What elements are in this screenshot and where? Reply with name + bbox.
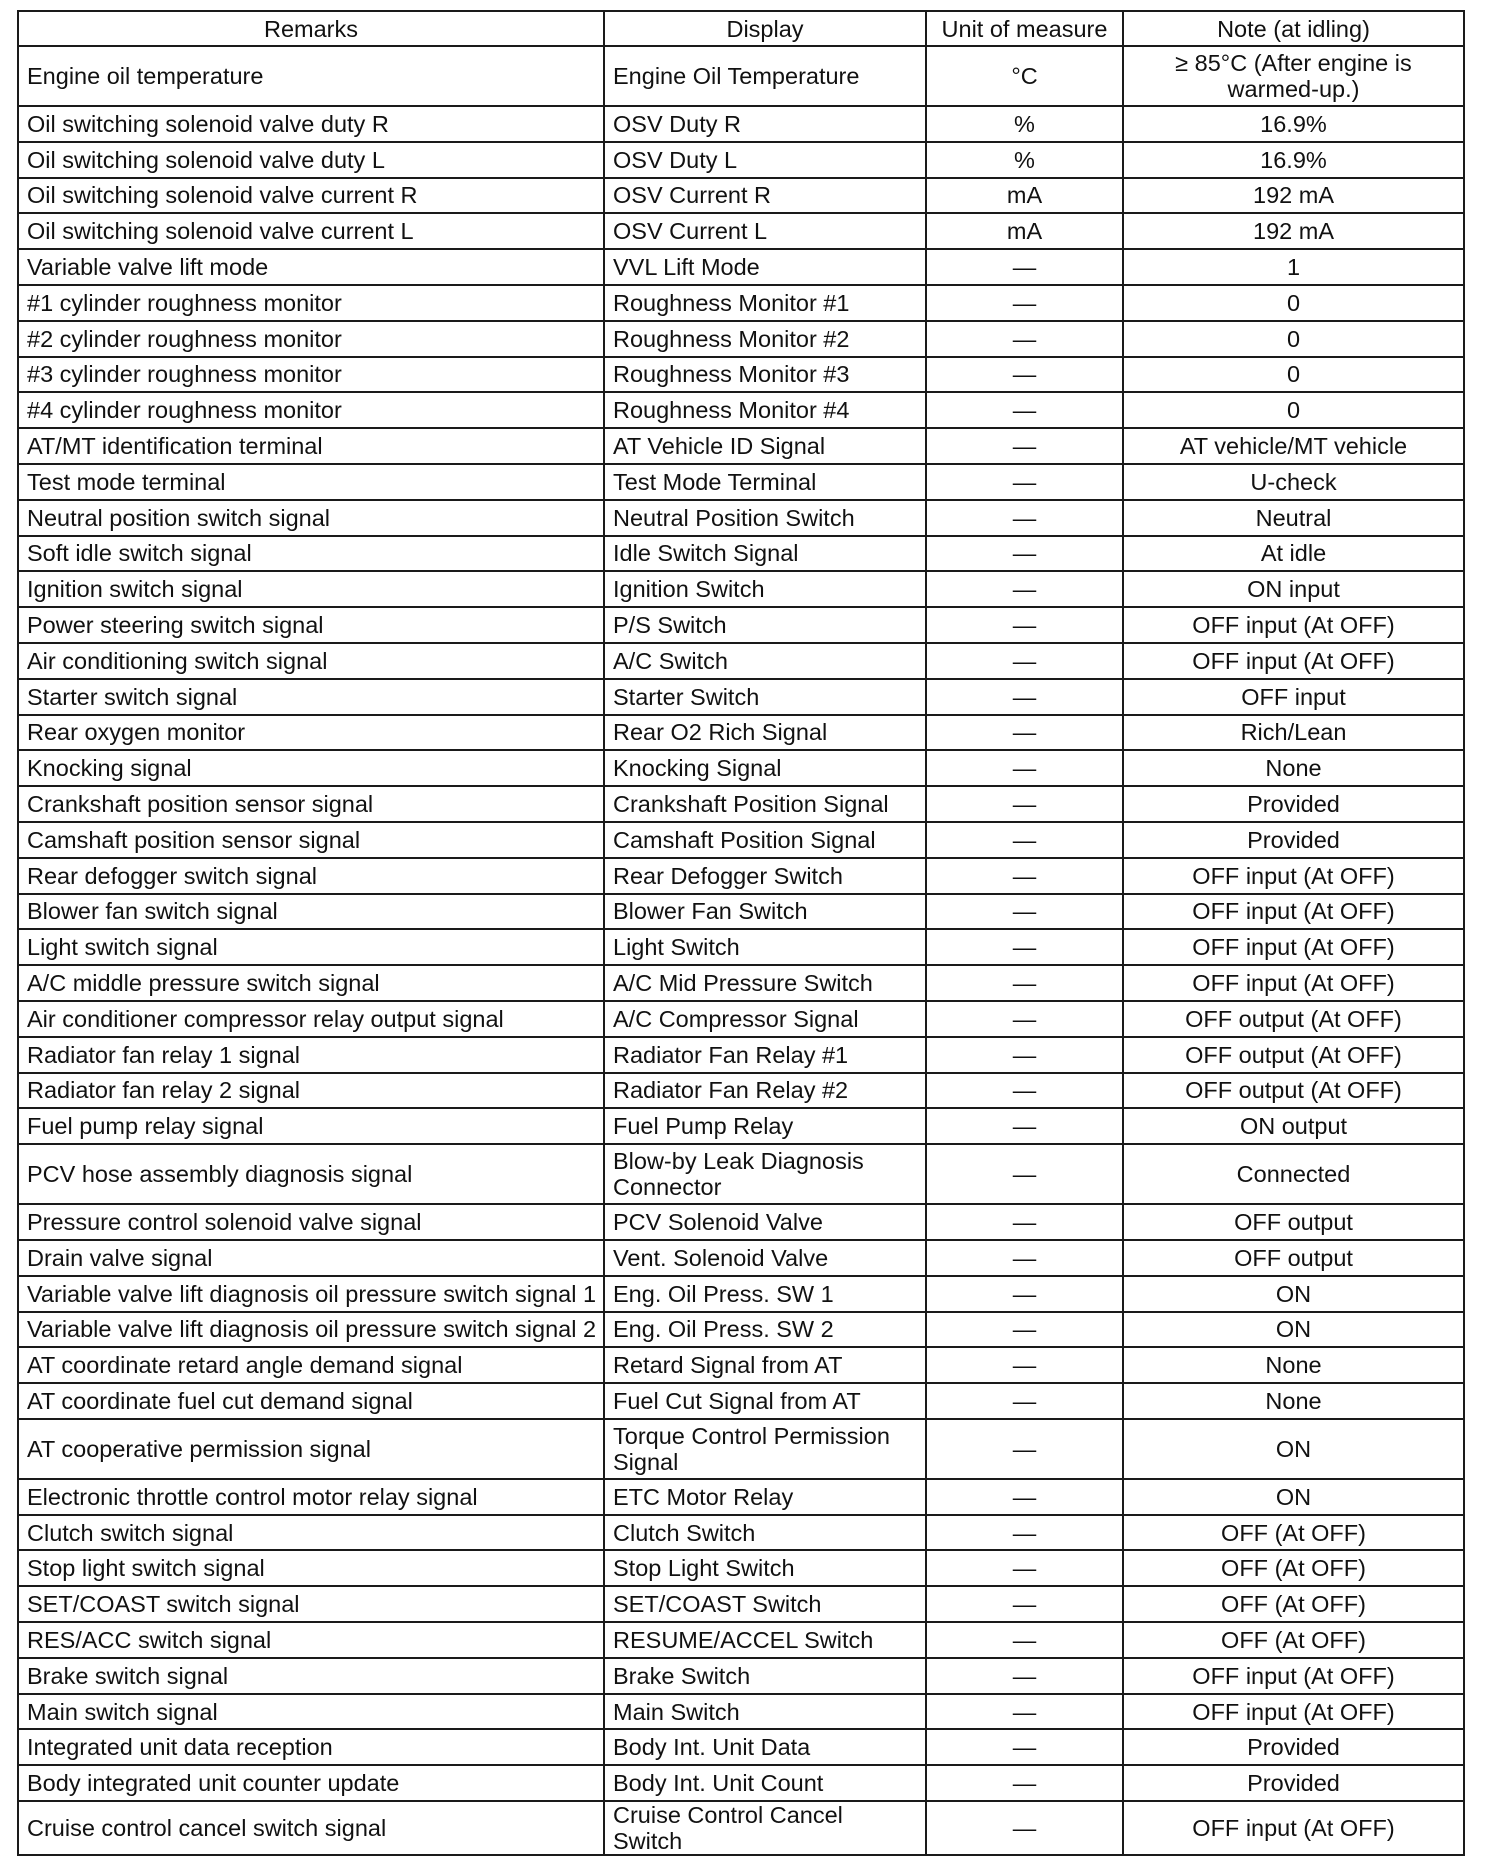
cell-unit: — (926, 1108, 1123, 1144)
table-row (18, 1729, 1464, 1765)
cell-remarks: Oil switching solenoid valve current R (18, 178, 604, 214)
cell-display: Idle Switch Signal (604, 536, 926, 572)
cell-remarks: Variable valve lift diagnosis oil pressure switch signal 1 (18, 1276, 604, 1312)
cell-unit: — (926, 1276, 1123, 1312)
cell-unit: — (926, 285, 1123, 321)
table-row (18, 1801, 1464, 1855)
cell-unit: — (926, 1073, 1123, 1109)
cell-remarks: Variable valve lift mode (18, 249, 604, 285)
cell-unit: — (926, 1694, 1123, 1730)
table-row (18, 106, 1464, 142)
cell-unit: — (926, 607, 1123, 643)
cell-remarks: PCV hose assembly diagnosis signal (18, 1144, 604, 1204)
table-row (18, 1586, 1464, 1622)
cell-note: OFF output (At OFF) (1123, 1073, 1464, 1109)
cell-display: Blower Fan Switch (604, 894, 926, 930)
cell-remarks: Test mode terminal (18, 464, 604, 500)
cell-note: None (1123, 750, 1464, 786)
cell-unit: — (926, 643, 1123, 679)
table-body (18, 46, 1464, 1855)
cell-display: Eng. Oil Press. SW 1 (604, 1276, 926, 1312)
cell-display: Roughness Monitor #3 (604, 357, 926, 393)
data-table-sheet (17, 10, 1463, 1855)
cell-note: OFF input (At OFF) (1123, 965, 1464, 1001)
cell-note: 0 (1123, 392, 1464, 428)
table-row (18, 1479, 1464, 1515)
cell-display: ETC Motor Relay (604, 1479, 926, 1515)
cell-remarks: Variable valve lift diagnosis oil pressure switch signal 2 (18, 1312, 604, 1348)
cell-display: Roughness Monitor #2 (604, 321, 926, 357)
cell-remarks: Drain valve signal (18, 1240, 604, 1276)
cell-unit: — (926, 1765, 1123, 1801)
cell-remarks: Air conditioning switch signal (18, 643, 604, 679)
cell-remarks: #4 cylinder roughness monitor (18, 392, 604, 428)
cell-remarks: AT coordinate retard angle demand signal (18, 1347, 604, 1383)
table-row (18, 500, 1464, 536)
table-row (18, 1419, 1464, 1479)
cell-unit: — (926, 1550, 1123, 1586)
cell-display: Starter Switch (604, 679, 926, 715)
cell-remarks: Soft idle switch signal (18, 536, 604, 572)
cell-display: A/C Switch (604, 643, 926, 679)
table-row (18, 894, 1464, 930)
cell-note: 0 (1123, 321, 1464, 357)
table-row (18, 750, 1464, 786)
table-row (18, 1073, 1464, 1109)
cell-display: Camshaft Position Signal (604, 822, 926, 858)
cell-note: OFF input (At OFF) (1123, 858, 1464, 894)
table-row (18, 178, 1464, 214)
cell-remarks: Camshaft position sensor signal (18, 822, 604, 858)
table-row (18, 715, 1464, 751)
table-row (18, 822, 1464, 858)
cell-unit: % (926, 106, 1123, 142)
cell-remarks: Body integrated unit counter update (18, 1765, 604, 1801)
cell-display: Stop Light Switch (604, 1550, 926, 1586)
cell-unit: — (926, 1001, 1123, 1037)
table-row (18, 1347, 1464, 1383)
cell-display: Fuel Cut Signal from AT (604, 1383, 926, 1419)
table-row (18, 929, 1464, 965)
cell-remarks: AT cooperative permission signal (18, 1419, 604, 1479)
header-unit-of-measure: Unit of measure (926, 11, 1123, 46)
cell-remarks: #1 cylinder roughness monitor (18, 285, 604, 321)
cell-display: Knocking Signal (604, 750, 926, 786)
cell-display: SET/COAST Switch (604, 1586, 926, 1622)
table-row (18, 858, 1464, 894)
cell-note: OFF (At OFF) (1123, 1550, 1464, 1586)
cell-remarks: Stop light switch signal (18, 1550, 604, 1586)
cell-unit: — (926, 357, 1123, 393)
cell-note: Provided (1123, 1765, 1464, 1801)
table-row (18, 321, 1464, 357)
cell-unit: — (926, 786, 1123, 822)
table-row (18, 1144, 1464, 1204)
cell-remarks: SET/COAST switch signal (18, 1586, 604, 1622)
cell-remarks: Neutral position switch signal (18, 500, 604, 536)
cell-unit: — (926, 1312, 1123, 1348)
cell-display: OSV Current R (604, 178, 926, 214)
cell-note: OFF (At OFF) (1123, 1515, 1464, 1551)
cell-remarks: RES/ACC switch signal (18, 1622, 604, 1658)
cell-note: OFF input (1123, 679, 1464, 715)
cell-note: Neutral (1123, 500, 1464, 536)
cell-remarks: #3 cylinder roughness monitor (18, 357, 604, 393)
cell-remarks: Clutch switch signal (18, 1515, 604, 1551)
cell-unit: % (926, 142, 1123, 178)
cell-display: Body Int. Unit Data (604, 1729, 926, 1765)
cell-note: ON (1123, 1419, 1464, 1479)
cell-remarks: Oil switching solenoid valve current L (18, 213, 604, 249)
cell-note: 1 (1123, 249, 1464, 285)
cell-note: U-check (1123, 464, 1464, 500)
table-row (18, 142, 1464, 178)
cell-note: ON (1123, 1276, 1464, 1312)
cell-remarks: Oil switching solenoid valve duty R (18, 106, 604, 142)
cell-display: OSV Current L (604, 213, 926, 249)
cell-unit: — (926, 1383, 1123, 1419)
cell-display: Body Int. Unit Count (604, 1765, 926, 1801)
table-row (18, 1037, 1464, 1073)
table-row (18, 428, 1464, 464)
cell-remarks: Radiator fan relay 1 signal (18, 1037, 604, 1073)
cell-display: AT Vehicle ID Signal (604, 428, 926, 464)
cell-display: Radiator Fan Relay #2 (604, 1073, 926, 1109)
cell-unit: — (926, 679, 1123, 715)
cell-note: ON (1123, 1479, 1464, 1515)
cell-display: Roughness Monitor #4 (604, 392, 926, 428)
cell-unit: — (926, 1586, 1123, 1622)
cell-display: RESUME/ACCEL Switch (604, 1622, 926, 1658)
cell-note: None (1123, 1347, 1464, 1383)
cell-display: Blow-by Leak Diagnosis Connector (604, 1144, 926, 1204)
cell-unit: — (926, 1622, 1123, 1658)
cell-note: OFF (At OFF) (1123, 1586, 1464, 1622)
table-row (18, 357, 1464, 393)
cell-unit: — (926, 321, 1123, 357)
cell-unit: — (926, 1658, 1123, 1694)
cell-remarks: Main switch signal (18, 1694, 604, 1730)
cell-note: OFF input (At OFF) (1123, 607, 1464, 643)
cell-unit: mA (926, 213, 1123, 249)
cell-unit: — (926, 464, 1123, 500)
cell-unit: — (926, 1037, 1123, 1073)
cell-note: At idle (1123, 536, 1464, 572)
cell-note: Provided (1123, 1729, 1464, 1765)
cell-display: Light Switch (604, 929, 926, 965)
cell-note: OFF input (At OFF) (1123, 894, 1464, 930)
table-row (18, 965, 1464, 1001)
table-row (18, 536, 1464, 572)
cell-display: Engine Oil Temperature (604, 46, 926, 106)
cell-display: Ignition Switch (604, 571, 926, 607)
cell-display: OSV Duty L (604, 142, 926, 178)
cell-unit: — (926, 1801, 1123, 1855)
cell-display: Vent. Solenoid Valve (604, 1240, 926, 1276)
cell-note: None (1123, 1383, 1464, 1419)
cell-note: ON input (1123, 571, 1464, 607)
cell-note: 16.9% (1123, 142, 1464, 178)
cell-note: OFF input (At OFF) (1123, 1694, 1464, 1730)
cell-note: OFF input (At OFF) (1123, 1658, 1464, 1694)
cell-unit: — (926, 536, 1123, 572)
cell-note: OFF input (At OFF) (1123, 643, 1464, 679)
cell-display: VVL Lift Mode (604, 249, 926, 285)
table-row (18, 464, 1464, 500)
cell-note: Rich/Lean (1123, 715, 1464, 751)
table-row (18, 1515, 1464, 1551)
table-row (18, 1312, 1464, 1348)
cell-note: 192 mA (1123, 213, 1464, 249)
table-row (18, 249, 1464, 285)
cell-remarks: Ignition switch signal (18, 571, 604, 607)
table-row (18, 1658, 1464, 1694)
cell-note: ON (1123, 1312, 1464, 1348)
table-row (18, 1240, 1464, 1276)
cell-unit: — (926, 1240, 1123, 1276)
cell-note: 0 (1123, 357, 1464, 393)
table-row (18, 1550, 1464, 1586)
cell-display: PCV Solenoid Valve (604, 1204, 926, 1240)
table-row (18, 1001, 1464, 1037)
cell-remarks: Knocking signal (18, 750, 604, 786)
cell-display: Main Switch (604, 1694, 926, 1730)
cell-remarks: Rear oxygen monitor (18, 715, 604, 751)
cell-note: 0 (1123, 285, 1464, 321)
cell-unit: — (926, 1479, 1123, 1515)
cell-display: Eng. Oil Press. SW 2 (604, 1312, 926, 1348)
cell-display: Roughness Monitor #1 (604, 285, 926, 321)
cell-unit: — (926, 858, 1123, 894)
cell-remarks: Engine oil temperature (18, 46, 604, 106)
cell-unit: — (926, 571, 1123, 607)
cell-note: 192 mA (1123, 178, 1464, 214)
cell-display: Brake Switch (604, 1658, 926, 1694)
cell-remarks: Crankshaft position sensor signal (18, 786, 604, 822)
table-row (18, 607, 1464, 643)
cell-display: OSV Duty R (604, 106, 926, 142)
monitor-items-table (17, 10, 1465, 1856)
cell-display: P/S Switch (604, 607, 926, 643)
table-row (18, 285, 1464, 321)
table-row (18, 1204, 1464, 1240)
cell-note: Connected (1123, 1144, 1464, 1204)
cell-note: 16.9% (1123, 106, 1464, 142)
cell-display: Clutch Switch (604, 1515, 926, 1551)
cell-remarks: Air conditioner compressor relay output signal (18, 1001, 604, 1037)
cell-unit: — (926, 1419, 1123, 1479)
table-row (18, 1694, 1464, 1730)
header-remarks: Remarks (18, 11, 604, 46)
cell-remarks: Oil switching solenoid valve duty L (18, 142, 604, 178)
cell-note: Provided (1123, 822, 1464, 858)
cell-note: OFF input (At OFF) (1123, 1801, 1464, 1855)
cell-remarks: Electronic throttle control motor relay signal (18, 1479, 604, 1515)
cell-unit: — (926, 1144, 1123, 1204)
cell-note: Provided (1123, 786, 1464, 822)
cell-remarks: Radiator fan relay 2 signal (18, 1073, 604, 1109)
cell-note: OFF output (At OFF) (1123, 1037, 1464, 1073)
table-row (18, 392, 1464, 428)
cell-unit: — (926, 1515, 1123, 1551)
cell-note: OFF input (At OFF) (1123, 929, 1464, 965)
cell-remarks: Integrated unit data reception (18, 1729, 604, 1765)
cell-remarks: Fuel pump relay signal (18, 1108, 604, 1144)
cell-display: A/C Mid Pressure Switch (604, 965, 926, 1001)
table-row (18, 679, 1464, 715)
cell-display: Neutral Position Switch (604, 500, 926, 536)
cell-display: Rear O2 Rich Signal (604, 715, 926, 751)
cell-unit: — (926, 715, 1123, 751)
cell-remarks: Power steering switch signal (18, 607, 604, 643)
cell-note: OFF output (At OFF) (1123, 1001, 1464, 1037)
cell-remarks: Starter switch signal (18, 679, 604, 715)
cell-remarks: AT/MT identification terminal (18, 428, 604, 464)
cell-unit: — (926, 894, 1123, 930)
cell-display: Torque Control Permission Signal (604, 1419, 926, 1479)
cell-unit: — (926, 1347, 1123, 1383)
cell-unit: — (926, 428, 1123, 464)
cell-remarks: Rear defogger switch signal (18, 858, 604, 894)
table-row (18, 1383, 1464, 1419)
table-row (18, 786, 1464, 822)
cell-display: Retard Signal from AT (604, 1347, 926, 1383)
cell-unit: — (926, 500, 1123, 536)
cell-unit: — (926, 822, 1123, 858)
table-header-row (18, 11, 1464, 46)
cell-note: AT vehicle/MT vehicle (1123, 428, 1464, 464)
cell-unit: — (926, 1204, 1123, 1240)
cell-remarks: Cruise control cancel switch signal (18, 1801, 604, 1855)
cell-display: Fuel Pump Relay (604, 1108, 926, 1144)
cell-unit: — (926, 249, 1123, 285)
cell-note: OFF output (1123, 1240, 1464, 1276)
cell-remarks: Brake switch signal (18, 1658, 604, 1694)
cell-remarks: AT coordinate fuel cut demand signal (18, 1383, 604, 1419)
table-row (18, 213, 1464, 249)
cell-display: Test Mode Terminal (604, 464, 926, 500)
table-row (18, 571, 1464, 607)
table-row (18, 643, 1464, 679)
cell-display: Crankshaft Position Signal (604, 786, 926, 822)
cell-display: Cruise Control Cancel Switch (604, 1801, 926, 1855)
cell-note: ON output (1123, 1108, 1464, 1144)
cell-unit: °C (926, 46, 1123, 106)
cell-unit: — (926, 750, 1123, 786)
cell-display: Radiator Fan Relay #1 (604, 1037, 926, 1073)
header-display: Display (604, 11, 926, 46)
table-row (18, 46, 1464, 106)
cell-unit: — (926, 1729, 1123, 1765)
cell-unit: — (926, 929, 1123, 965)
cell-remarks: A/C middle pressure switch signal (18, 965, 604, 1001)
cell-unit: — (926, 392, 1123, 428)
table-row (18, 1765, 1464, 1801)
cell-display: A/C Compressor Signal (604, 1001, 926, 1037)
cell-display: Rear Defogger Switch (604, 858, 926, 894)
table-row (18, 1276, 1464, 1312)
cell-note: OFF output (1123, 1204, 1464, 1240)
cell-note: OFF (At OFF) (1123, 1622, 1464, 1658)
cell-remarks: Light switch signal (18, 929, 604, 965)
cell-remarks: Pressure control solenoid valve signal (18, 1204, 604, 1240)
cell-remarks: Blower fan switch signal (18, 894, 604, 930)
cell-unit: — (926, 965, 1123, 1001)
cell-remarks: #2 cylinder roughness monitor (18, 321, 604, 357)
table-row (18, 1108, 1464, 1144)
cell-unit: mA (926, 178, 1123, 214)
cell-note: ≥ 85°C (After engine is warmed-up.) (1123, 46, 1464, 106)
header-note-at-idling: Note (at idling) (1123, 11, 1464, 46)
table-row (18, 1622, 1464, 1658)
